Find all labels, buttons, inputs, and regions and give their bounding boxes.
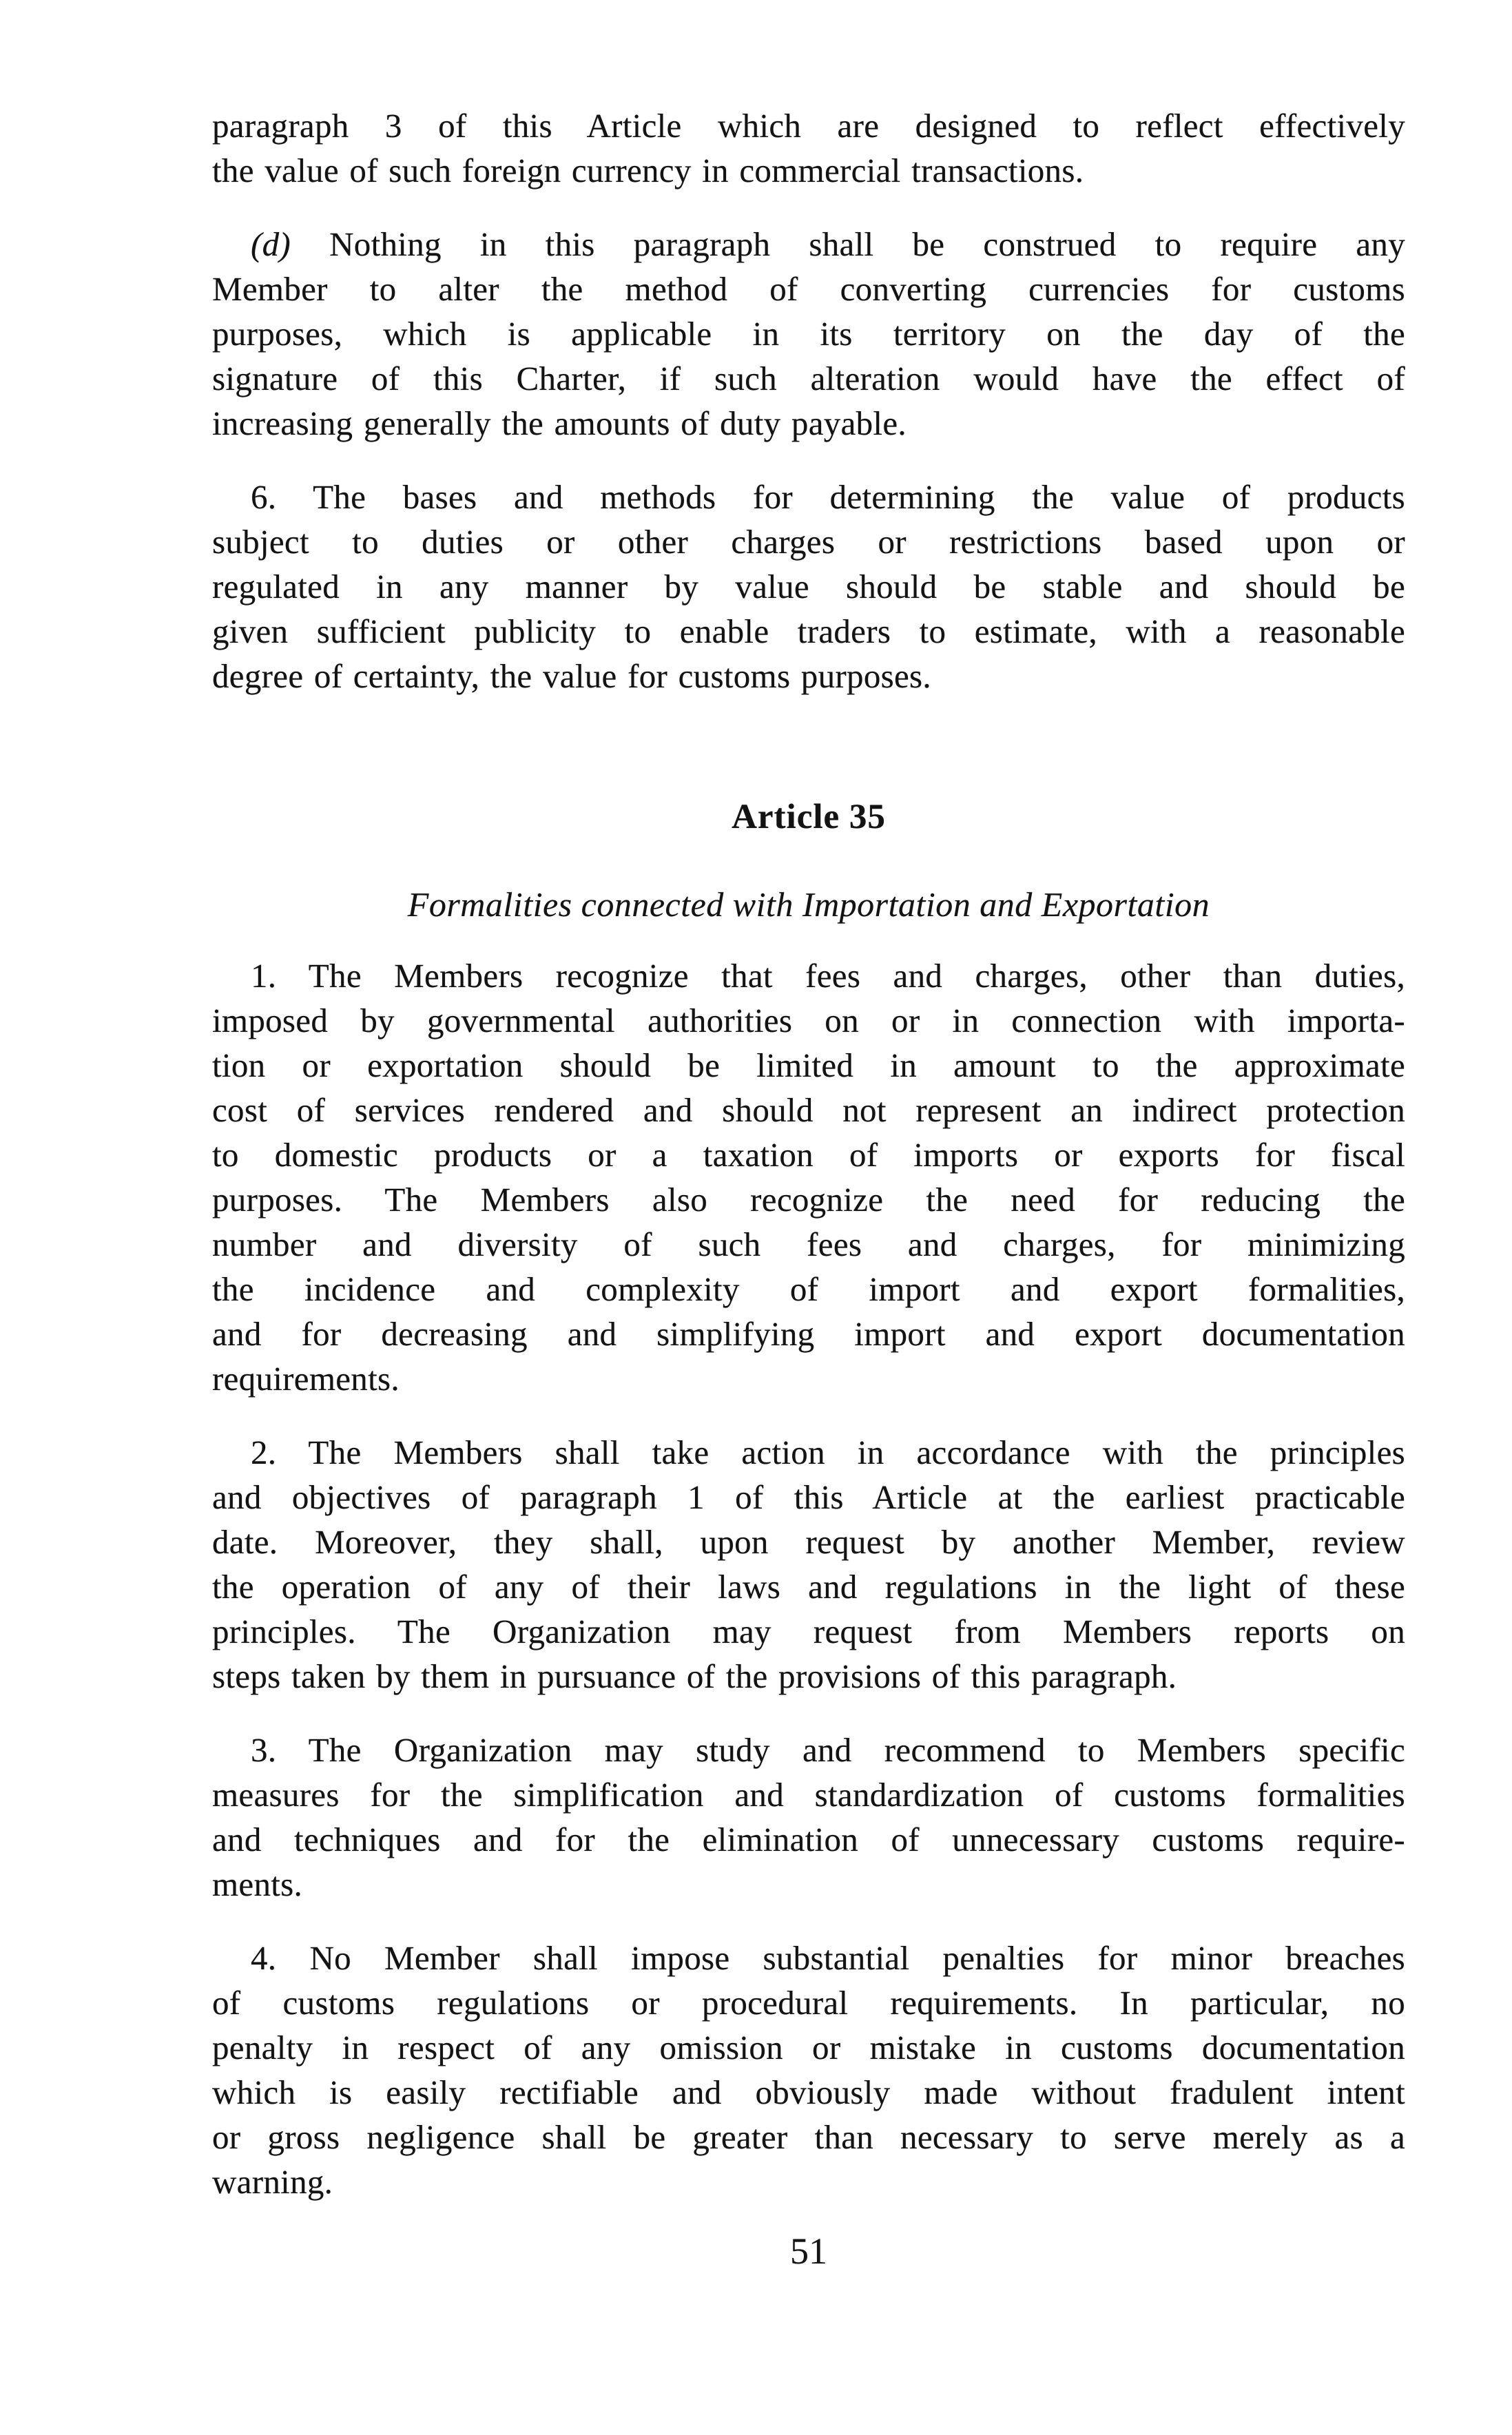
paragraph bbox=[212, 1936, 1405, 2204]
text-line: degree of certainty, the value for customs purposes. bbox=[212, 657, 931, 695]
article-subtitle: Formalities connected with Importation and Exportation bbox=[407, 885, 1210, 924]
text-line: and techniques and for the elimination of unnecessary customs require- bbox=[212, 1821, 1405, 1858]
text-line: measures for the simplification and standardization of customs formalities bbox=[212, 1776, 1405, 1814]
paragraph bbox=[212, 475, 1405, 698]
text-line: purposes, which is applicable in its territory on the day of the bbox=[212, 315, 1405, 353]
paragraph bbox=[212, 953, 1405, 1401]
italic-lead: (d) bbox=[251, 225, 291, 263]
text-line: the value of such foreign currency in commercial transactions. bbox=[212, 152, 1084, 189]
paragraph bbox=[212, 222, 1405, 446]
text-line: penalty in respect of any omission or mistake in customs documentation bbox=[212, 2029, 1405, 2066]
paragraph bbox=[212, 1430, 1405, 1699]
text-line: given sufficient publicity to enable traders to estimate, with a reasonable bbox=[212, 612, 1405, 650]
text-line: cost of services rendered and should not represent an indirect protection bbox=[212, 1091, 1405, 1129]
text-line: to domestic products or a taxation of imports or exports for fiscal bbox=[212, 1136, 1405, 1174]
text-line: 2. The Members shall take action in accordance with the principles bbox=[251, 1433, 1405, 1471]
article-heading: Article 35 bbox=[732, 798, 886, 836]
text-line: increasing generally the amounts of duty payable. bbox=[212, 404, 907, 442]
text-block bbox=[212, 103, 1405, 2204]
text-line: 3. The Organization may study and recommend to Members specific bbox=[251, 1731, 1405, 1769]
paragraph bbox=[212, 103, 1405, 193]
text-line: and for decreasing and simplifying import and export documentation bbox=[212, 1315, 1405, 1353]
text-line: date. Moreover, they shall, upon request by another Member, review bbox=[212, 1523, 1405, 1561]
text-line: 1. The Members recognize that fees and charges, other than duties, bbox=[251, 957, 1405, 995]
text-line: purposes. The Members also recognize the need for reducing the bbox=[212, 1181, 1405, 1219]
text-line: or gross negligence shall be greater than necessary to serve merely as a bbox=[212, 2118, 1405, 2156]
text-line: subject to duties or other charges or restrictions based upon or bbox=[212, 523, 1405, 561]
text-line: ments. bbox=[212, 1865, 303, 1903]
text-line: of customs regulations or procedural requirements. In particular, no bbox=[212, 1984, 1405, 2022]
text-line: steps taken by them in pursuance of the provisions of this paragraph. bbox=[212, 1657, 1177, 1695]
text-line: number and diversity of such fees and charges, for minimizing bbox=[212, 1225, 1405, 1263]
text-line: tion or exportation should be limited in amount to the approximate bbox=[212, 1046, 1405, 1084]
text-line: 4. No Member shall impose substantial penalties for minor breaches bbox=[251, 1939, 1405, 1977]
page-number: 51 bbox=[790, 2230, 827, 2272]
text-line: warning. bbox=[212, 2163, 333, 2201]
text-line: which is easily rectifiable and obviously made without fradulent intent bbox=[212, 2073, 1405, 2111]
text-line: 6. The bases and methods for determining the value of products bbox=[251, 478, 1405, 516]
paragraph bbox=[212, 1728, 1405, 1907]
text-line: requirements. bbox=[212, 1360, 400, 1398]
text-line: regulated in any manner by value should be stable and should be bbox=[212, 568, 1405, 605]
text-line: principles. The Organization may request from Members reports on bbox=[212, 1613, 1405, 1650]
text-line: imposed by governmental authorities on or in connection with importa- bbox=[212, 1002, 1405, 1039]
text-line: and objectives of paragraph 1 of this Article at the earliest practicable bbox=[212, 1478, 1405, 1516]
text-line: the incidence and complexity of import and export formalities, bbox=[212, 1270, 1405, 1308]
text-line: the operation of any of their laws and regulations in the light of these bbox=[212, 1568, 1405, 1606]
text-line: paragraph 3 of this Article which are designed to reflect effectively bbox=[212, 107, 1405, 145]
text-line: Member to alter the method of converting currencies for customs bbox=[212, 270, 1405, 308]
text-line: (d) Nothing in this paragraph shall be construed to require any bbox=[251, 225, 1405, 263]
text-line: signature of this Charter, if such alteration would have the effect of bbox=[212, 360, 1405, 397]
